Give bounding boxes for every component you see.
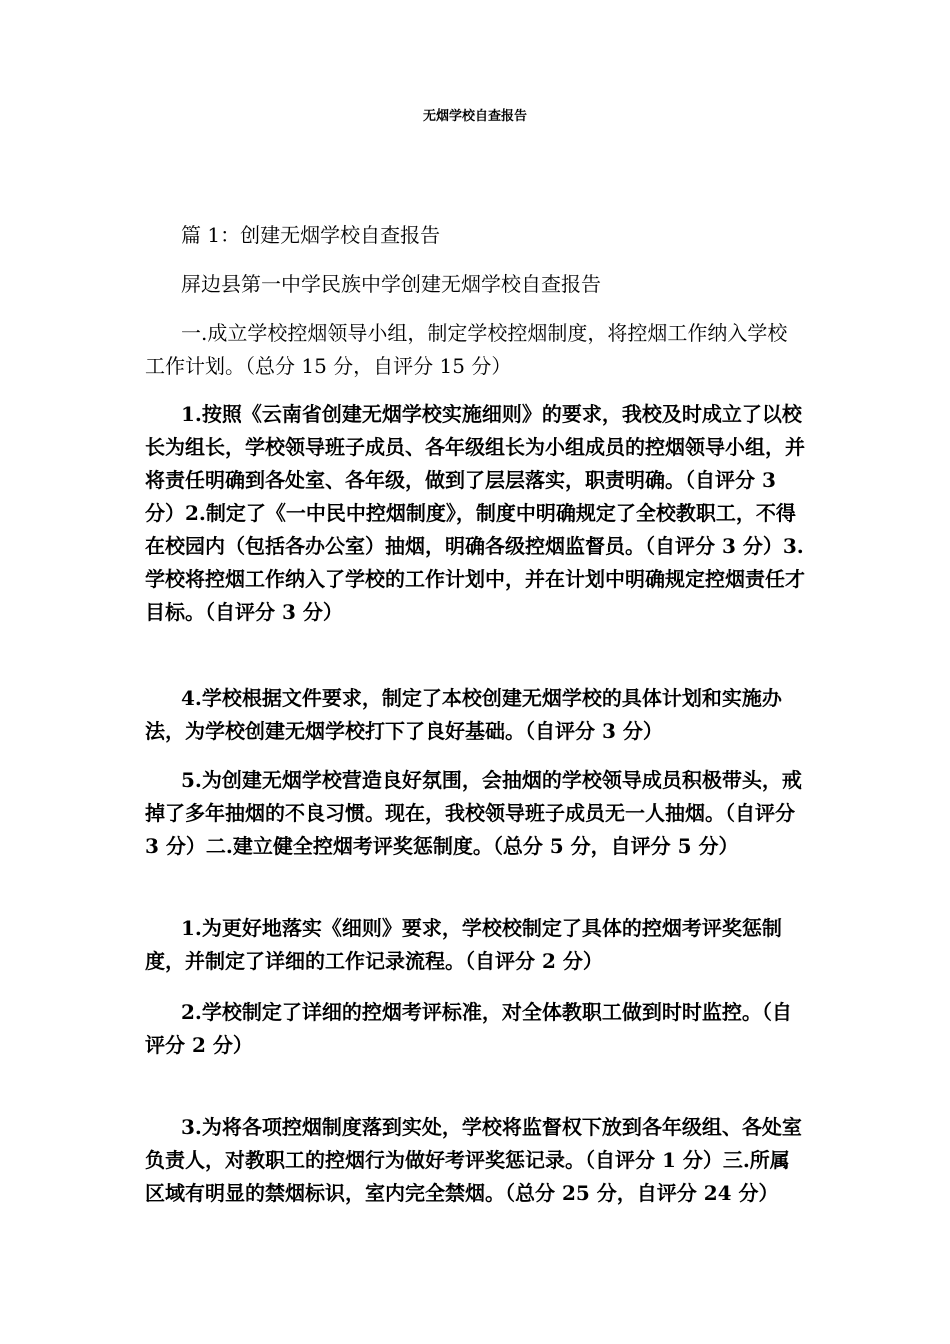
paragraph-item-4: 4.学校根据文件要求，制定了本校创建无烟学校的具体计划和实施办法，为学校创建无烟学校打下了良好基础。（自评分 3 分）: [145, 686, 782, 743]
section-heading: 篇 1：创建无烟学校自查报告: [181, 223, 441, 247]
report-subtitle: 屏边县第一中学民族中学创建无烟学校自查报告: [181, 272, 601, 296]
paragraph-item-3b: 3.为将各项控烟制度落到实处，学校将监督权下放到各年级组、各处室负责人，对教职工的控烟行为做好考评奖惩记录。（自评分 1 分）三.所属区域有明显的禁烟标识，室内完全禁烟。（总分 25 分，自评分 24 分）: [145, 1115, 802, 1205]
paragraph-item-2b: 2.学校制定了详细的控烟考评标准，对全体教职工做到时时监控。（自评分 2 分）: [145, 1000, 792, 1057]
paragraph-section-one: 一.成立学校控烟领导小组，制定学校控烟制度，将控烟工作纳入学校工作计划。（总分 15 分，自评分 15 分）: [145, 321, 788, 378]
document-title: 无烟学校自查报告: [422, 109, 527, 124]
paragraph-item-1b: 1.为更好地落实《细则》要求，学校校制定了具体的控烟考评奖惩制度，并制定了详细的工作记录流程。（自评分 2 分）: [145, 916, 782, 973]
paragraph-item-5: 5.为创建无烟学校营造良好氛围，会抽烟的学校领导成员积极带头，戒掉了多年抽烟的不良习惯。现在，我校领导班子成员无一人抽烟。（自评分 3 分）二.建立健全控烟考评奖惩制度。（总分 5 分，自评分 5 分）: [145, 768, 802, 858]
paragraph-item-1: 1.按照《云南省创建无烟学校实施细则》的要求，我校及时成立了以校长为组长，学校领导班子成员、各年级组长为小组成员的控烟领导小组，并将责任明确到各处室、各年级，做到了层层落实，职责明确。（自评分 3 分）2.制定了《一中民中控烟制度》，制度中明确规定了全校教职工，不得在校园内（包括各办公室）抽烟，明确各级控烟监督员。（自评分 3 分）3.学校将控烟工作纳入了学校的工作计划中，并在计划中明确规定控烟责任才目标。（自评分 3 分）: [145, 402, 805, 624]
